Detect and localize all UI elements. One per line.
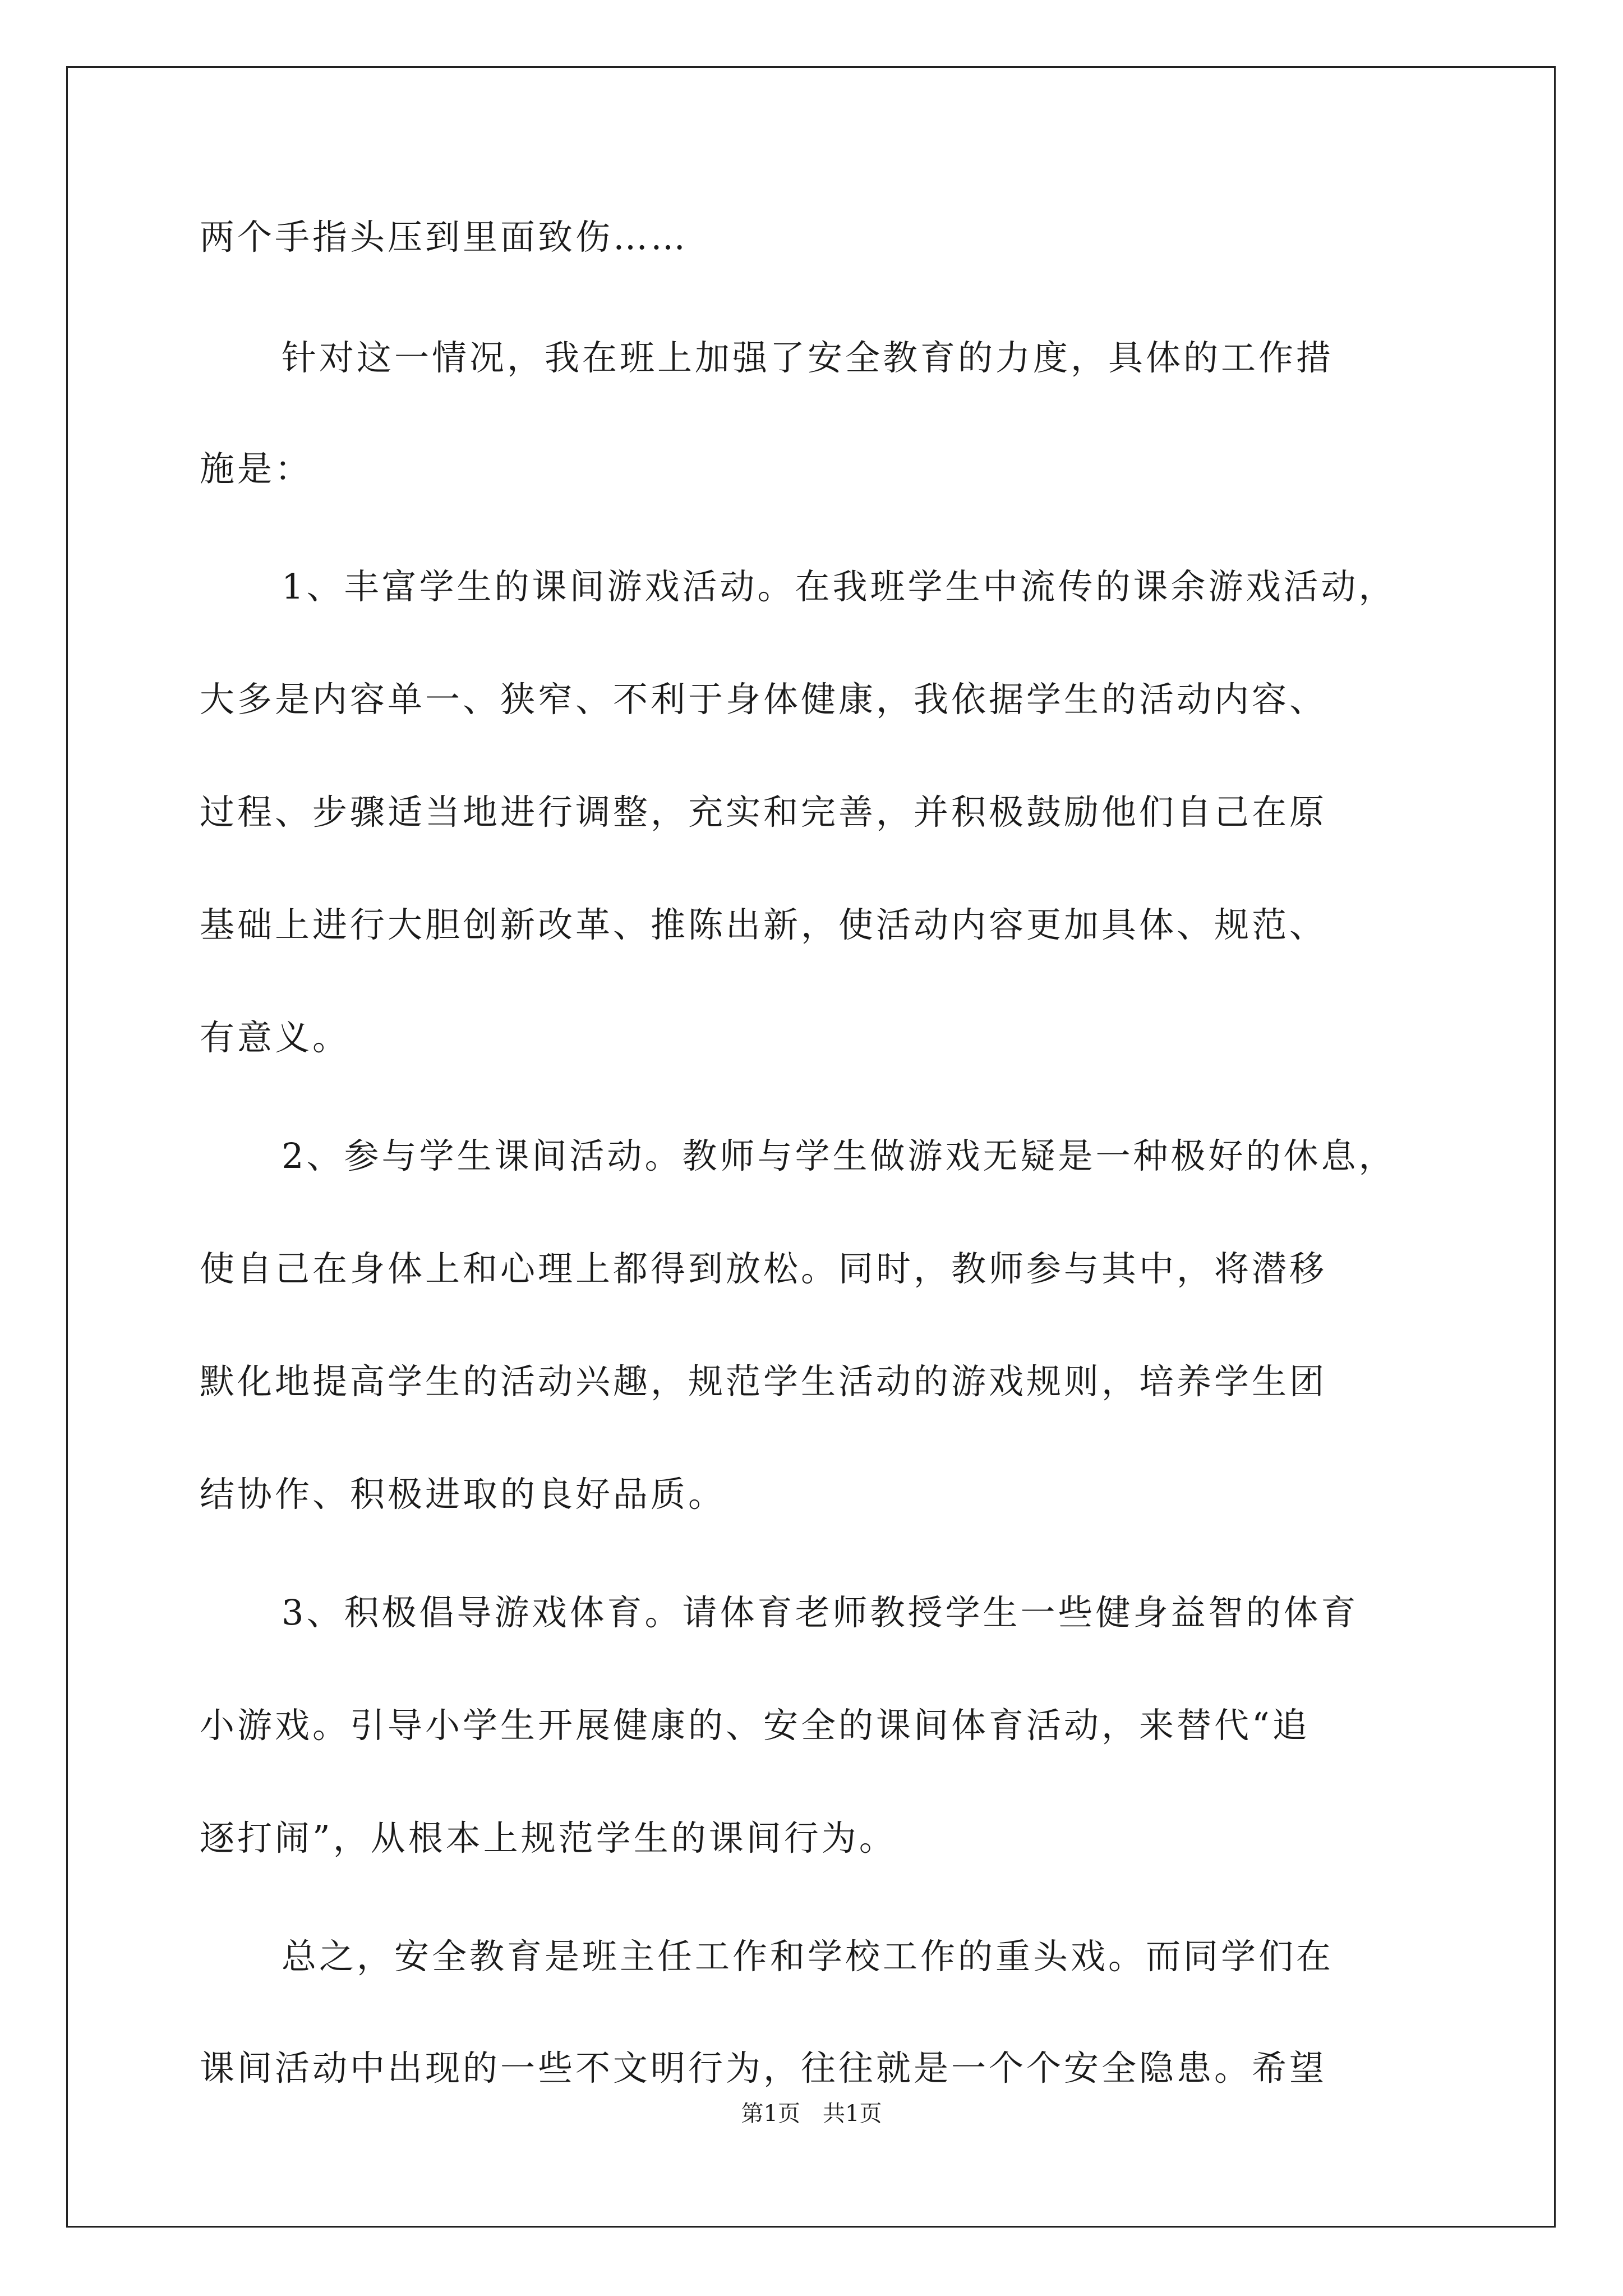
text-line: 使自己在身体上和心理上都得到放松。同时，教师参与其中，将潜移 — [200, 1248, 1327, 1289]
text-line: 基础上进行大胆创新改革、推陈出新，使活动内容更加具体、规范、 — [200, 904, 1327, 945]
text-line: 默化地提高学生的活动兴趣，规范学生活动的游戏规则，培养学生团 — [200, 1361, 1327, 1402]
text-line: 过程、步骤适当地进行调整，充实和完善，并积极鼓励他们自己在原 — [200, 792, 1327, 832]
text-line: 施是： — [200, 448, 313, 489]
text-line: 3、积极倡导游戏体育。请体育老师教授学生一些健身益智的体育 — [282, 1592, 1359, 1633]
text-line: 有意义。 — [200, 1017, 351, 1058]
text-line: 小游戏。引导小学生开展健康的、安全的课间体育活动，来替代“追 — [200, 1705, 1310, 1746]
text-line: 大多是内容单一、狭窄、不利于身体健康，我依据学生的活动内容、 — [200, 679, 1327, 720]
text-line: 2、参与学生课间活动。教师与学生做游戏无疑是一种极好的休息， — [282, 1135, 1396, 1176]
text-line: 两个手指头压到里面致伤…… — [200, 217, 689, 257]
text-line: 针对这一情况，我在班上加强了安全教育的力度，具体的工作措 — [282, 337, 1334, 378]
page-number-footer: 第1页 共1页 — [741, 2101, 882, 2127]
text-line: 总之，安全教育是班主任工作和学校工作的重头戏。而同学们在 — [282, 1936, 1334, 1977]
text-line: 逐打闹”，从根本上规范学生的课间行为。 — [200, 1818, 897, 1858]
text-line: 1、丰富学生的课间游戏活动。在我班学生中流传的课余游戏活动， — [282, 566, 1396, 607]
text-line: 结协作、积极进取的良好品质。 — [200, 1474, 726, 1515]
text-line: 课间活动中出现的一些不文明行为，往往就是一个个安全隐患。希望 — [200, 2047, 1327, 2088]
